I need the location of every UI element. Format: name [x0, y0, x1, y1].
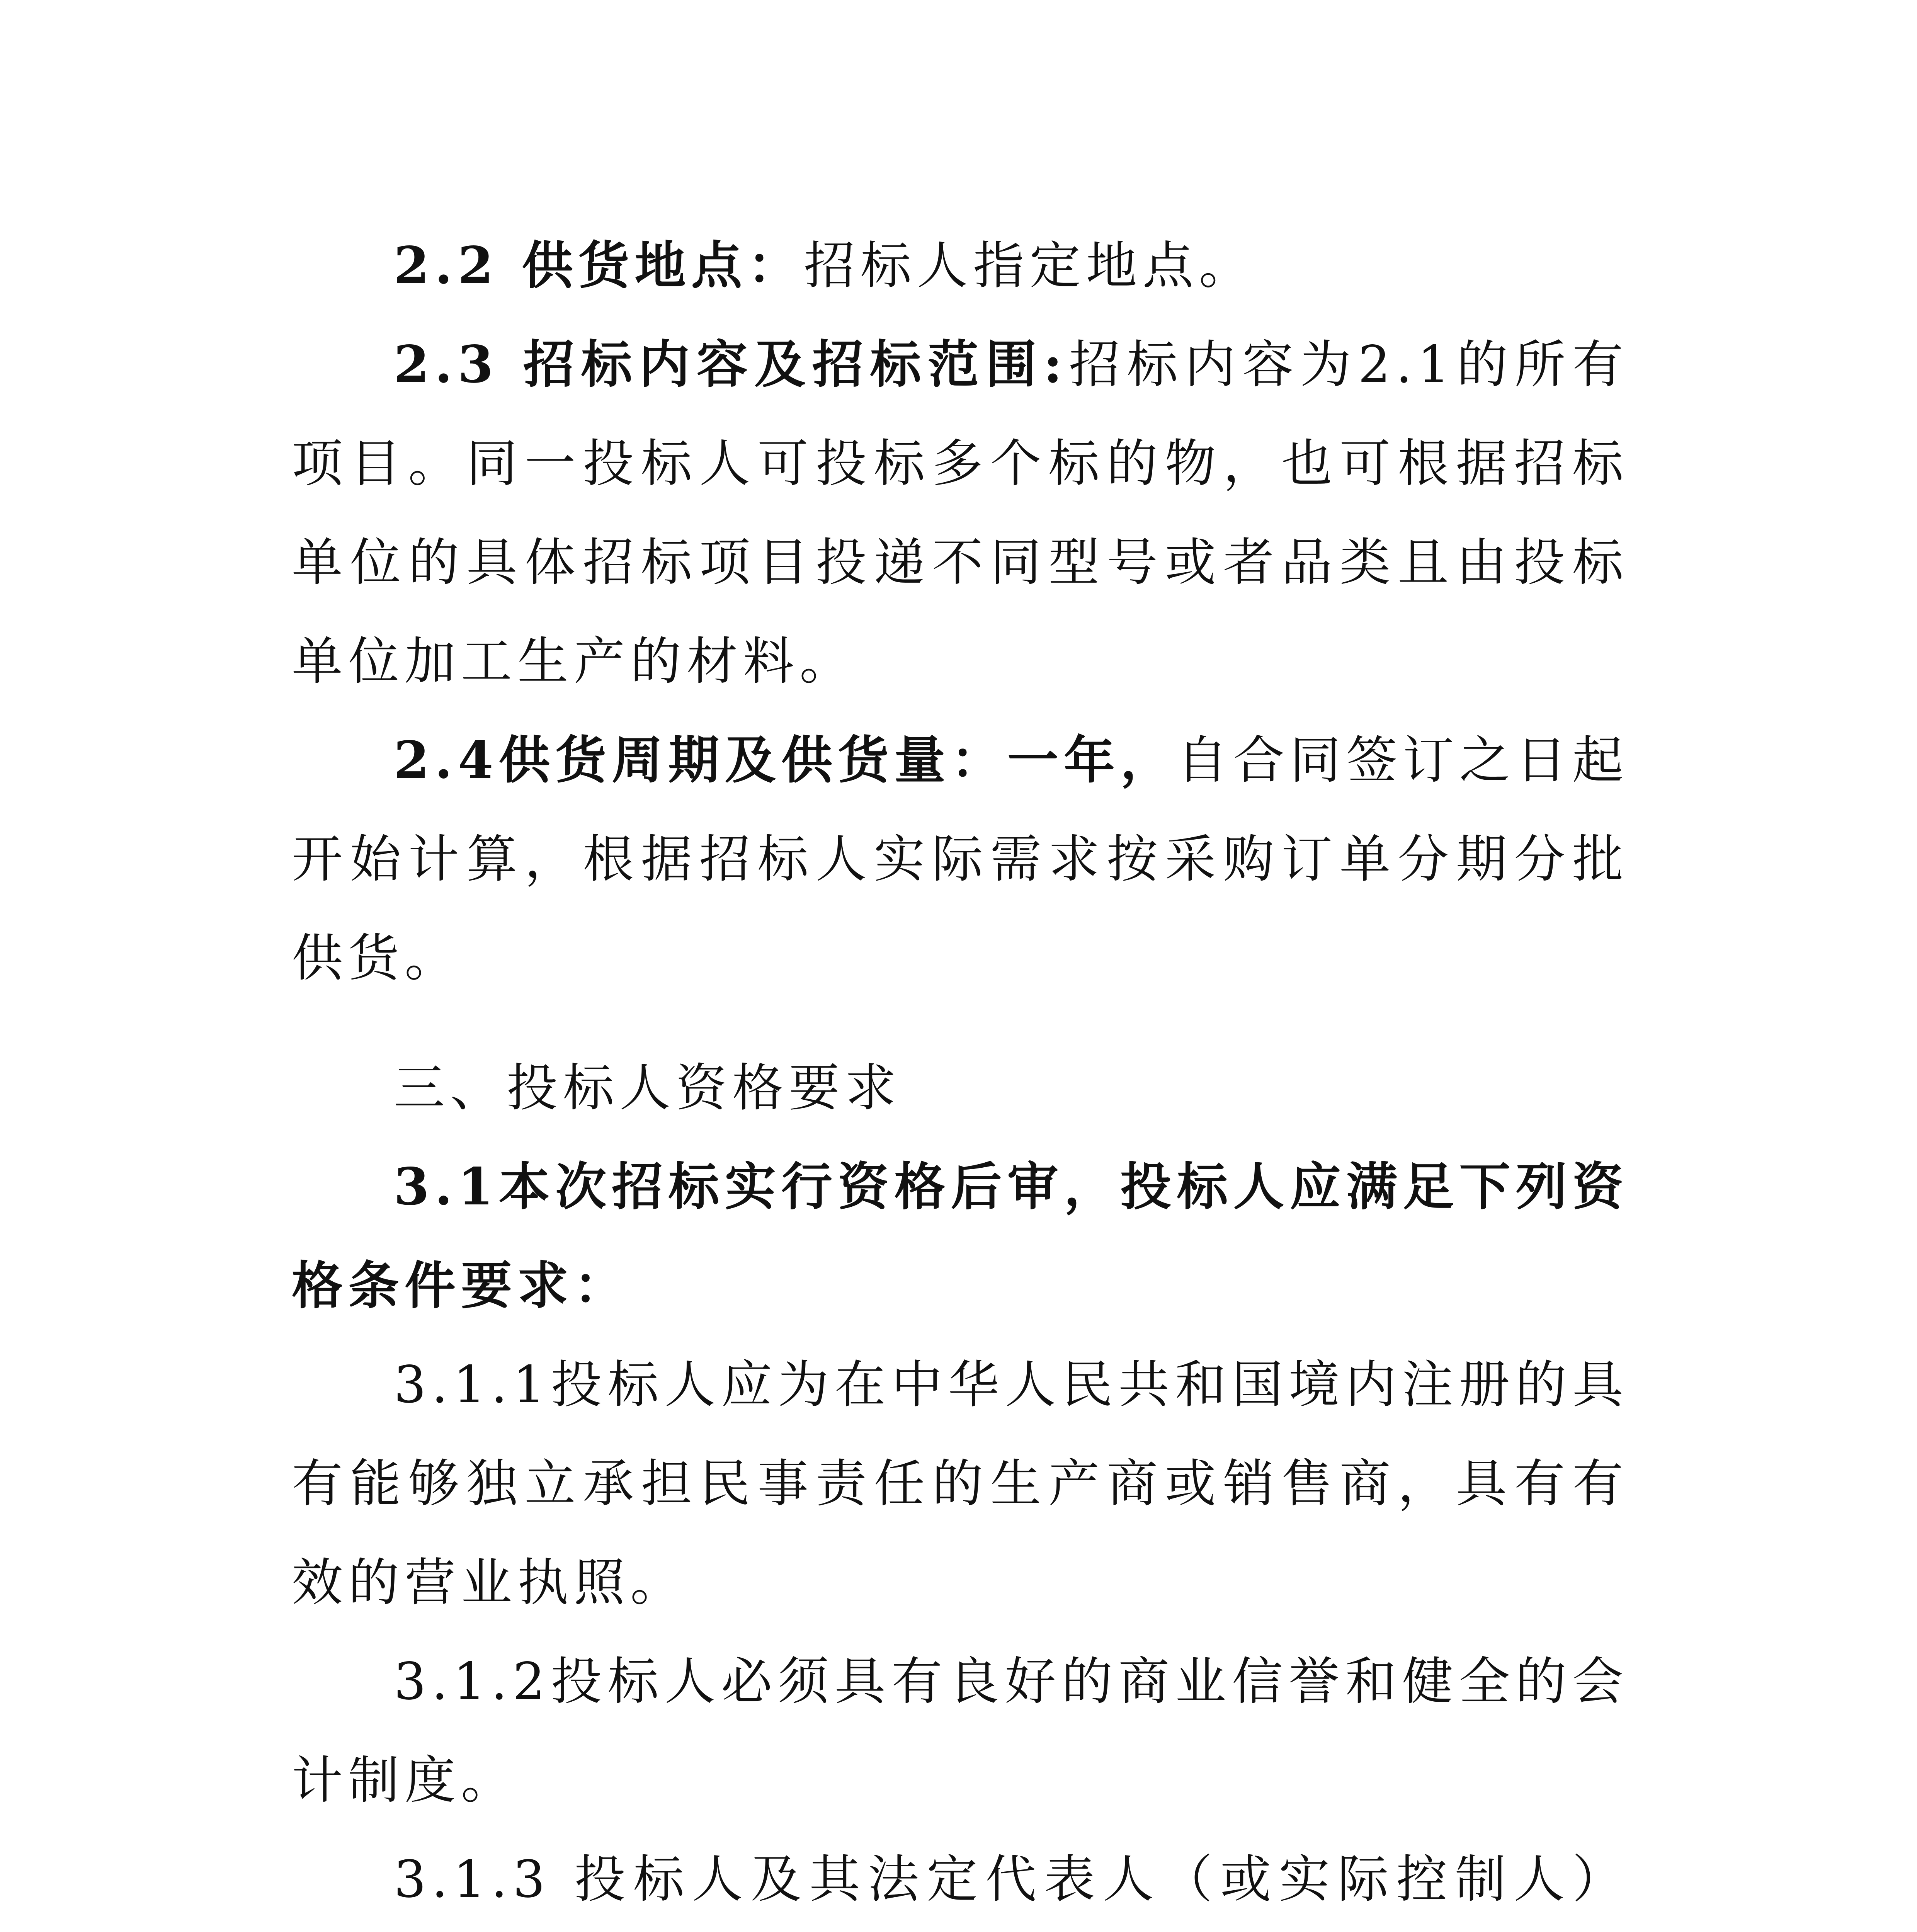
paragraph-3-1: 3.1本次招标实行资格后审，投标人应满足下列资格条件要求：: [292, 1157, 1629, 1316]
paragraph-2-2-text: 招标人指定地点。: [804, 236, 1255, 296]
paragraph-2-2: [292, 216, 1629, 315]
paragraph-2-3-text: 招标内容为2.1的所有项目。同一投标人可投标多个标的物，也可根据招标单位的具体招标项目投递不同型号或者品类且由投标单位加工生产的材料。: [292, 335, 1629, 691]
paragraph-3-1-3: 3.1.3 投标人及其法定代表人（或实际控制人）: [394, 1850, 1629, 1909]
page-content: [292, 216, 1629, 1932]
paragraph-3-1-1: 3.1.1投标人应为在中华人民共和国境内注册的具有能够独立承担民事责任的生产商或销售商，具有有效的营业执照。: [292, 1355, 1629, 1612]
paragraph-2-3: [292, 315, 1629, 711]
paragraph-2-3-heading: 2.3 招标内容及招标范围:: [394, 335, 1068, 395]
section-3-heading: 三、投标人资格要求: [394, 1058, 902, 1118]
paragraph-2-4-text: 自合同签订之日起开始计算，根据招标人实际需求按采购订单分期分批供货。: [292, 731, 1629, 988]
paragraph-2-4: [292, 711, 1629, 1008]
paragraph-2-4-heading: 2.4供货周期及供货量：一年，: [394, 730, 1177, 790]
paragraph-3-1-2: 3.1.2投标人必须具有良好的商业信誉和健全的会计制度。: [292, 1652, 1629, 1810]
paragraph-2-2-heading: 2.2 供货地点：: [394, 236, 804, 296]
